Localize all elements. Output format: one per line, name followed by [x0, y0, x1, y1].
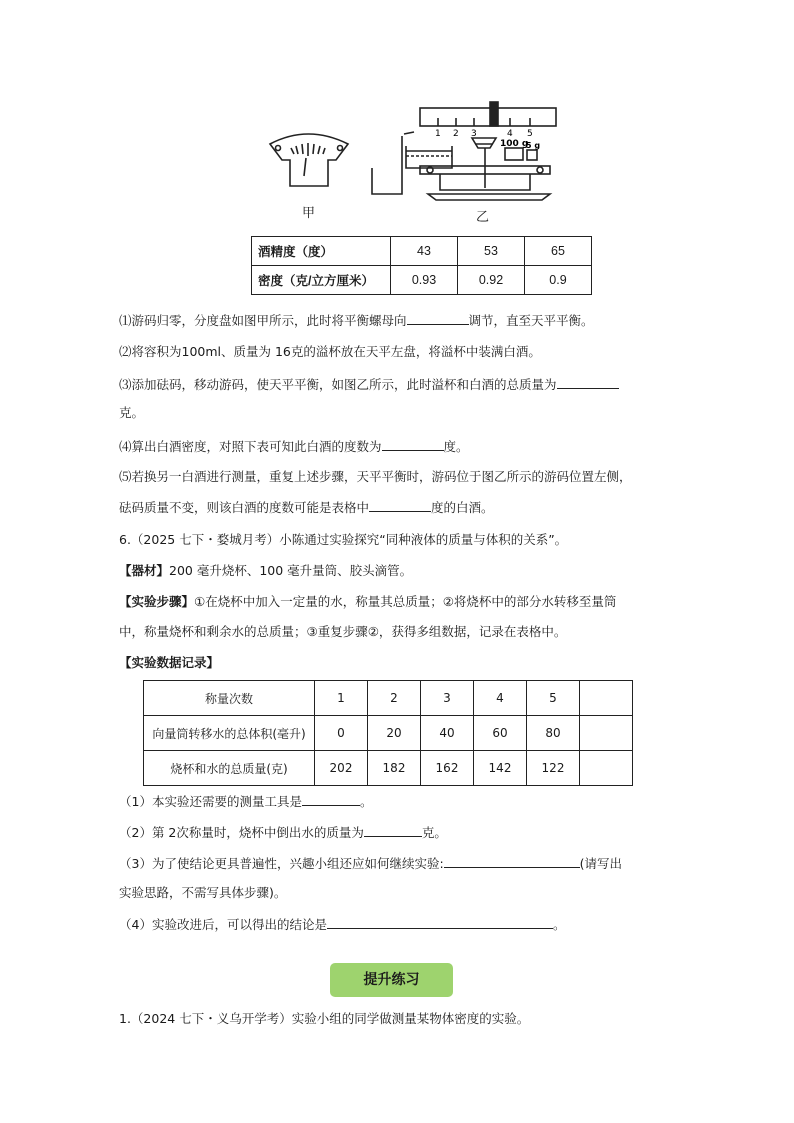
table-cell: 0.93 — [391, 266, 458, 295]
q6-sub-1-text: （1）本实验还需要的测量工具是 — [119, 794, 302, 809]
q5-step-5-text: 砝码质量不变，则该白酒的度数可能是表格中 — [119, 500, 370, 515]
q6-sub-2 — [119, 822, 447, 843]
table-cell: 0.92 — [458, 266, 525, 295]
answer-blank[interactable] — [382, 436, 444, 451]
scale-tick-label: 1 — [435, 129, 441, 139]
q5-step-1 — [119, 310, 594, 331]
table-cell: 202 — [315, 751, 368, 786]
q5-step-4-text-end: 度。 — [443, 439, 469, 454]
q5-step-3-cont: 克。 — [119, 405, 145, 420]
table-cell: 3 — [421, 681, 474, 716]
answer-blank[interactable] — [364, 822, 422, 837]
q6-equipment-text: 200 毫升烧杯、100 毫升量筒、胶头滴管。 — [169, 563, 413, 578]
q5-step-5-text-end: 度的白酒。 — [431, 500, 494, 515]
table-cell: 53 — [458, 237, 525, 266]
answer-blank[interactable] — [407, 310, 469, 325]
scale-tick-label: 2 — [453, 129, 459, 139]
table-cell: 65 — [525, 237, 592, 266]
table-row — [144, 716, 633, 751]
table-row — [252, 237, 592, 266]
q6-sub-2-text: （2）第 2次称量时，烧杯中倒出水的质量为 — [119, 825, 364, 840]
q5-step-1-text-end: 调节，直至天平平衡。 — [468, 313, 594, 328]
q5-step-4-text: ⑷算出白酒密度，对照下表可知此白酒的度数为 — [119, 439, 382, 454]
weight-label-5: 5 g — [526, 141, 541, 150]
figure-label-yi: 乙 — [476, 210, 490, 225]
q6-sub-4-end: 。 — [552, 917, 566, 932]
scale-tick-label: 5 — [527, 129, 533, 139]
q6-intro: 6.（2025 七下・婺城月考）小陈通过实验探究“同种液体的质量与体积的关系”。 — [119, 532, 568, 547]
table-cell: 2 — [368, 681, 421, 716]
table-cell: 5 — [527, 681, 580, 716]
q6-steps — [119, 592, 616, 612]
alcohol-density-table — [251, 236, 592, 295]
table-cell: 1 — [315, 681, 368, 716]
experiment-data-table — [143, 680, 633, 786]
section-badge-improve: 提升练习 — [330, 963, 453, 997]
table-cell — [580, 751, 633, 786]
q6-sub-3-end: (请写出 — [579, 856, 623, 871]
q6-steps-cont: 中，称量烧杯和剩余水的总质量；③重复步骤②，获得多组数据，记录在表格中。 — [119, 624, 567, 639]
table-cell: 142 — [474, 751, 527, 786]
q5-step-5-cont — [119, 497, 494, 518]
table-cell: 60 — [474, 716, 527, 751]
q6-sub-3 — [119, 853, 622, 874]
scale-tick-label: 4 — [507, 129, 513, 139]
dial-icon — [270, 134, 348, 186]
q5-step-2: ⑵将容积为100ml、质量为 16克的溢杯放在天平左盘，将溢杯中装满白酒。 — [119, 344, 541, 359]
table-cell: 40 — [421, 716, 474, 751]
table-cell: 122 — [527, 751, 580, 786]
table-cell: 0.9 — [525, 266, 592, 295]
table-header-cell: 称量次数 — [144, 681, 315, 716]
q6-sub-4-text: （4）实验改进后，可以得出的结论是 — [119, 917, 327, 932]
q5-step-3 — [119, 374, 619, 395]
q5-step-4 — [119, 436, 469, 457]
weight-label-100: 100 g — [500, 139, 529, 149]
scale-tick-label: 3 — [471, 129, 477, 139]
table-header-cell: 烧杯和水的总质量(克) — [144, 751, 315, 786]
q6-equipment — [119, 561, 412, 581]
table-cell: 182 — [368, 751, 421, 786]
q6-sub-3-cont: 实验思路，不需写具体步骤)。 — [119, 885, 287, 900]
q6-steps-tag: 【实验步骤】 — [119, 594, 195, 609]
balance-figure — [260, 96, 560, 226]
answer-blank[interactable] — [302, 791, 360, 806]
table-row — [144, 681, 633, 716]
table-row — [252, 266, 592, 295]
table-header-cell: 酒精度（度） — [252, 237, 391, 266]
table-row — [144, 751, 633, 786]
table-header-cell: 向量筒转移水的总体积(毫升) — [144, 716, 315, 751]
table-cell: 162 — [421, 751, 474, 786]
table-cell — [580, 681, 633, 716]
q5-step-3-text: ⑶添加砝码，移动游码，使天平平衡，如图乙所示，此时溢杯和白酒的总质量为 — [119, 377, 557, 392]
table-cell: 80 — [527, 716, 580, 751]
q6-steps-text: ①在烧杯中加入一定量的水，称量其总质量；②将烧杯中的部分水转移至量筒 — [194, 594, 617, 609]
answer-blank[interactable] — [444, 853, 580, 868]
table-header-cell: 密度（克/立方厘米） — [252, 266, 391, 295]
table-cell: 0 — [315, 716, 368, 751]
table-cell — [580, 716, 633, 751]
q6-sub-4 — [119, 914, 565, 935]
table-cell: 4 — [474, 681, 527, 716]
answer-blank[interactable] — [557, 374, 619, 389]
q6-sub-1 — [119, 791, 372, 812]
table-cell: 43 — [391, 237, 458, 266]
answer-blank[interactable] — [327, 914, 553, 929]
q6-sub-3-text: （3）为了使结论更具普遍性，兴趣小组还应如何继续实验: — [119, 856, 444, 871]
q6-equipment-tag: 【器材】 — [119, 563, 170, 578]
answer-blank[interactable] — [369, 497, 431, 512]
q6-record-tag: 【实验数据记录】 — [119, 655, 220, 670]
next-question-1: 1.（2024 七下・义乌开学考）实验小组的同学做测量某物体密度的实验。 — [119, 1011, 530, 1026]
q6-sub-1-end: 。 — [359, 794, 373, 809]
figure-label-jia: 甲 — [302, 206, 316, 221]
q5-step-1-text: ⑴游码归零，分度盘如图甲所示，此时将平衡螺母向 — [119, 313, 407, 328]
q6-sub-2-end: 克。 — [421, 825, 447, 840]
q5-step-5: ⑸若换另一白酒进行测量，重复上述步骤，天平平衡时，游码位于图乙所示的游码位置左侧， — [119, 469, 632, 484]
table-cell: 20 — [368, 716, 421, 751]
